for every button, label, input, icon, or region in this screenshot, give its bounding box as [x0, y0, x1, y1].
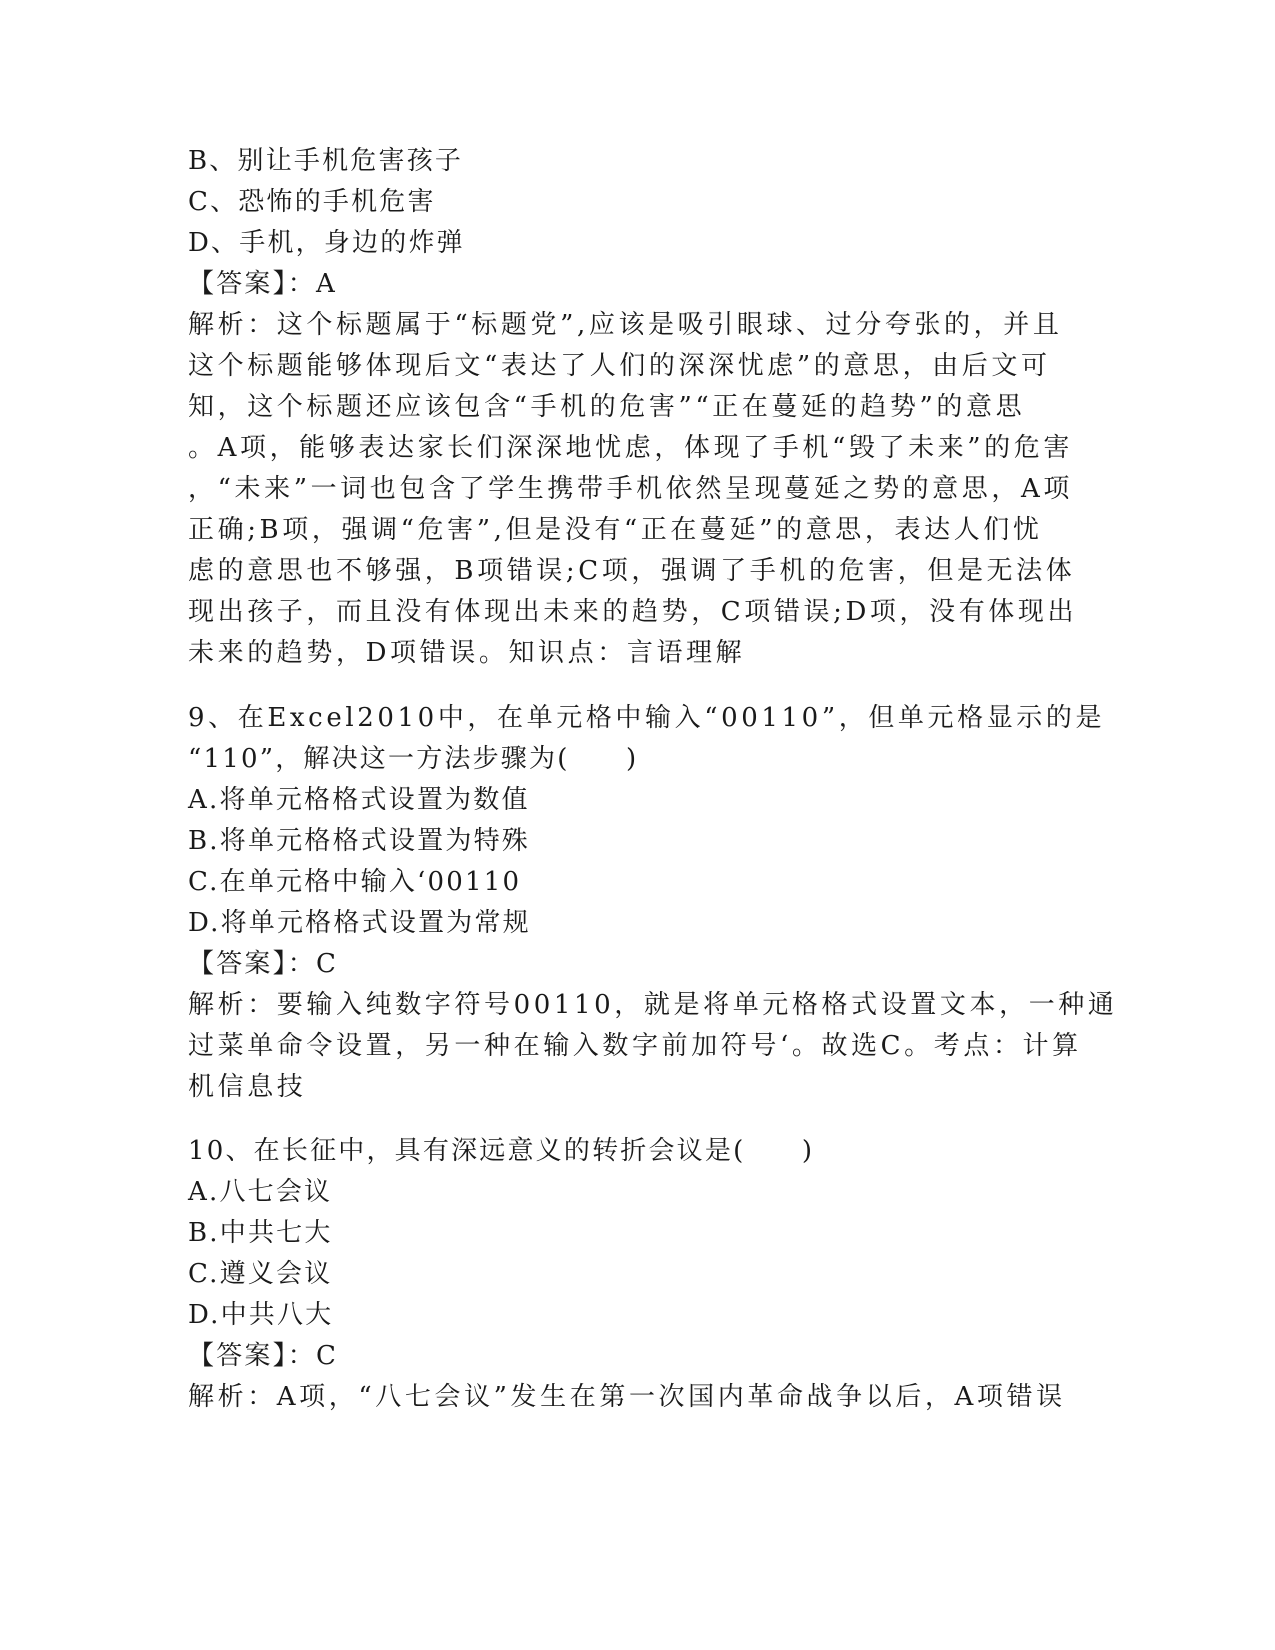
q9-question-line: “110”，解决这一方法步骤为( ) — [188, 744, 639, 774]
q10-question-line: 10、在长征中，具有深远意义的转折会议是( ) — [188, 1136, 815, 1166]
q9-question-line: 9、在Excel2010中，在单元格中输入“00110”，但单元格显示的是 — [188, 703, 1106, 733]
q8-explanation-line: 现出孩子，而且没有体现出未来的趋势，C项错误;D项，没有体现出 — [188, 597, 1078, 627]
q8-option-b: B、别让手机危害孩子 — [188, 146, 464, 176]
q9-option-b: B.将单元格格式设置为特殊 — [188, 826, 530, 856]
q10-option-c: C.遵义会议 — [188, 1259, 333, 1289]
q8-explanation-line: 正确;B项，强调“危害”,但是没有“正在蔓延”的意思，表达人们忧 — [188, 515, 1043, 545]
q9-explanation-line: 机信息技 — [188, 1072, 307, 1102]
q9-option-a: A.将单元格格式设置为数值 — [188, 785, 530, 815]
q8-explanation-line: 。A项，能够表达家长们深深地忧虑，体现了手机“毁了未来”的危害 — [188, 433, 1073, 463]
q10-answer: 【答案】：C — [188, 1341, 339, 1371]
q9-answer: 【答案】：C — [188, 949, 339, 979]
q10-option-b: B.中共七大 — [188, 1218, 333, 1248]
q8-option-d: D、手机，身边的炸弹 — [188, 228, 465, 258]
q10-explanation-line: 解析：A项，“八七会议”发生在第一次国内革命战争以后，A项错误 — [188, 1382, 1066, 1412]
q8-explanation-line: ，“未来”一词也包含了学生携带手机依然呈现蔓延之势的意思，A项 — [188, 474, 1073, 504]
q10-option-d: D.中共八大 — [188, 1300, 334, 1330]
q8-explanation-line: 这个标题能够体现后文“表达了人们的深深忧虑”的意思，由后文可 — [188, 351, 1051, 381]
q9-option-c: C.在单元格中输入‘00110 — [188, 867, 522, 897]
q8-explanation-line: 未来的趋势，D项错误。知识点：言语理解 — [188, 638, 746, 668]
q8-option-c: C、恐怖的手机危害 — [188, 187, 436, 217]
q10-option-a: A.八七会议 — [188, 1177, 333, 1207]
q9-explanation-line: 解析：要输入纯数字符号00110，就是将单元格格式设置文本，一种通 — [188, 990, 1118, 1020]
q8-explanation-line: 知，这个标题还应该包含“手机的危害”“正在蔓延的趋势”的意思 — [188, 392, 1026, 422]
q9-explanation-line: 过菜单命令设置，另一种在输入数字前加符号‘。故选C。考点：计算 — [188, 1031, 1082, 1061]
q8-explanation-line: 解析：这个标题属于“标题党”,应该是吸引眼球、过分夸张的，并且 — [188, 310, 1063, 340]
q8-answer: 【答案】：A — [188, 269, 337, 299]
q8-explanation-line: 虑的意思也不够强，B项错误;C项，强调了手机的危害，但是无法体 — [188, 556, 1076, 586]
q9-option-d: D.将单元格格式设置为常规 — [188, 908, 531, 938]
